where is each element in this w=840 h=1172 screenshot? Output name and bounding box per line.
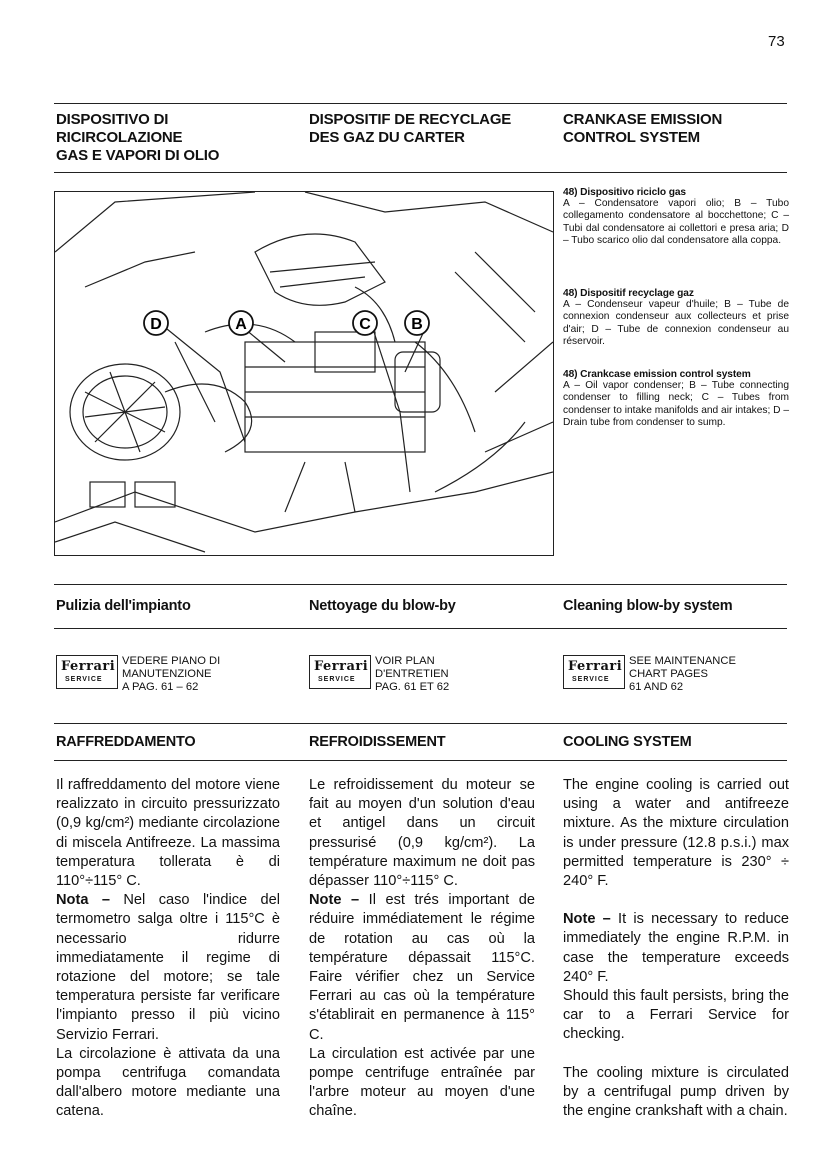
cleaning-fr: Nettoyage du blow-by bbox=[309, 598, 456, 614]
cleaning-bottom-rule bbox=[54, 628, 787, 629]
page-number: 73 bbox=[768, 33, 785, 50]
caption-en-title: 48) Crankcase emission control system bbox=[563, 369, 751, 380]
body-en-p2b: Should this fault persists, bring the car to a Ferrari Service for checking. bbox=[563, 988, 789, 1043]
logo-word: Ferrari bbox=[314, 659, 369, 674]
note-text: It is necessary to reduce immediately the engine R.P.M. in case the temperature exceeds 240° F. bbox=[563, 911, 789, 985]
cleaning-en: Cleaning blow-by system bbox=[563, 598, 733, 614]
body-en-p3: The cooling mixture is circulated by a centrifugal pump driven by the engine crankshaft with a chain. bbox=[563, 1064, 789, 1120]
body-fr-p3: La circulation est activée par une pompe centrifuge entraînée par l'arbre moteur au moyen d'une chaîne. bbox=[309, 1045, 535, 1120]
callout-b-label: B bbox=[411, 316, 423, 333]
service-ref-fr bbox=[309, 655, 531, 693]
body-it-p3: La circolazione è attivata da una pompa centrifuga comandata dall'albero motore mediante una catena. bbox=[56, 1045, 280, 1120]
body-en-note bbox=[563, 910, 789, 987]
body-fr bbox=[309, 776, 535, 1122]
engine-figure bbox=[54, 191, 554, 556]
note-text: Il est trés important de réduire immédiatement le régime de rotation au cas où la température dépassait 115°C. Faire vérifier chez un Service Ferrari au cas où la température s'établirait en permanence à 115° C. bbox=[309, 892, 535, 1043]
callout-c-label: C bbox=[359, 316, 371, 333]
note-text: Nel caso l'indice del termometro salga oltre i 115°C è necessario ridurre immediatamente il regime di rotazione del motore; se tale temperatura persiste far verificare l'impianto presso il più vicino Servizio Ferrari. bbox=[56, 892, 280, 1043]
service-ref-it bbox=[56, 655, 278, 693]
logo-sub: SERVICE bbox=[318, 676, 356, 683]
ferrari-service-logo bbox=[563, 655, 625, 689]
cleaning-top-rule bbox=[54, 584, 787, 585]
caption-fr-text: A – Condenseur vapeur d'huile; B – Tube de connexion condenseur aux collecteurs et prise d'air; D – Tube de connexion condenseur au réservoir. bbox=[563, 299, 789, 348]
service-ref-en bbox=[563, 655, 785, 693]
body-en-p1: The engine cooling is carried out using a water and antifreeze mixture. As the mixture circulation is under pressure (12.8 p.s.i.) max permitted temperature is 230° ÷ 240° F. bbox=[563, 777, 789, 890]
cooling-top-rule bbox=[54, 723, 787, 724]
logo-sub: SERVICE bbox=[65, 676, 103, 683]
body-en bbox=[563, 776, 789, 1121]
note-label: Note – bbox=[309, 892, 360, 909]
body-fr-p1: Le refroidissement du moteur se fait au moyen d'un solution d'eau et antigel dans un circuit pressurisé (0,9 kg/cm²). La température maximum ne doit pas dépasser 110°÷115° C. bbox=[309, 777, 535, 890]
caption-fr bbox=[563, 288, 789, 349]
caption-fr-title: 48) Dispositif recyclage gaz bbox=[563, 288, 694, 299]
body-it-p1: Il raffreddamento del motore viene realizzato in circuito pressurizzato (0,9 kg/cm²) mediante circolazione di miscela Antifreeze. La massima temperatura tollerata è di 110°÷115° C. bbox=[56, 777, 280, 890]
caption-it-text: A – Condensatore vapori olio; B – Tubo collegamento condensatore al bocchettone; C – Tubi dal condensatore ai collettori e presa aria; D – Tubo scarico olio dal condensatore alla coppa. bbox=[563, 198, 789, 247]
service-ref-en-text: SEE MAINTENANCE CHART PAGES 61 AND 62 bbox=[629, 655, 736, 693]
cleaning-it: Pulizia dell'impianto bbox=[56, 598, 191, 614]
ferrari-service-logo bbox=[309, 655, 371, 689]
cooling-bottom-rule bbox=[54, 760, 787, 761]
note-label: Note – bbox=[563, 911, 611, 928]
callout-a-label: A bbox=[235, 316, 247, 333]
cooling-heading-it: RAFFREDDAMENTO bbox=[56, 734, 196, 750]
top-rule bbox=[54, 103, 787, 104]
heading-en: CRANKASE EMISSION CONTROL SYSTEM bbox=[563, 111, 723, 146]
ferrari-service-logo bbox=[56, 655, 118, 689]
caption-en-text: A – Oil vapor condenser; B – Tube connecting condenser to filling neck; C – Tubes from condenser to intake manifolds and air intakes; D – Drain tube from condenser to sump. bbox=[563, 380, 789, 429]
logo-sub: SERVICE bbox=[572, 676, 610, 683]
service-ref-fr-text: VOIR PLAN D'ENTRETIEN PAG. 61 ET 62 bbox=[375, 655, 450, 693]
body-it bbox=[56, 776, 280, 1122]
heading-fr: DISPOSITIF DE RECYCLAGE DES GAZ DU CARTER bbox=[309, 111, 512, 146]
caption-it-title: 48) Dispositivo riciclo gas bbox=[563, 187, 686, 198]
logo-word: Ferrari bbox=[568, 659, 623, 674]
engine-drawing bbox=[55, 192, 553, 555]
heading-it: DISPOSITIVO DI RICIRCOLAZIONE GAS E VAPORI DI OLIO bbox=[56, 111, 220, 164]
body-fr-note bbox=[309, 891, 535, 1045]
service-ref-it-text: VEDERE PIANO DI MANUTENZIONE A PAG. 61 – 62 bbox=[122, 655, 221, 693]
heading-rule bbox=[54, 172, 787, 173]
logo-word: Ferrari bbox=[61, 659, 116, 674]
cooling-heading-en: COOLING SYSTEM bbox=[563, 734, 692, 750]
cooling-heading-fr: REFROIDISSEMENT bbox=[309, 734, 446, 750]
callout-d-label: D bbox=[150, 316, 162, 333]
body-it-note bbox=[56, 891, 280, 1045]
note-label: Nota – bbox=[56, 892, 110, 909]
caption-it bbox=[563, 187, 789, 248]
caption-en bbox=[563, 369, 789, 430]
